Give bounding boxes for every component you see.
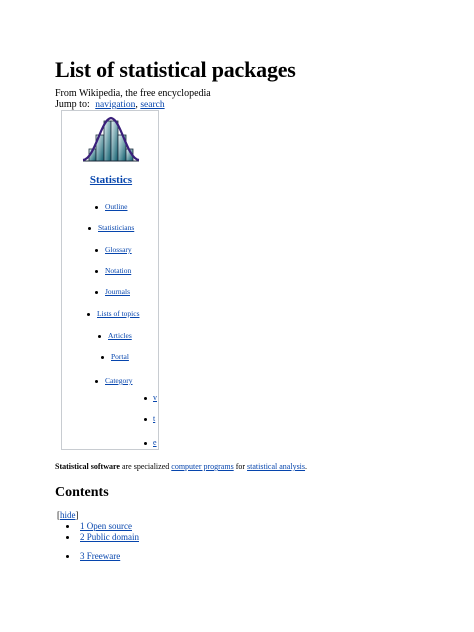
sidebar-link-articles[interactable]: Articles	[108, 331, 132, 340]
toc-item-freeware	[66, 551, 120, 561]
navbox-item-view	[144, 393, 157, 402]
sidebar-item-lists-of-topics	[87, 309, 140, 318]
sidebar-item-statisticians	[88, 223, 134, 232]
toc-link-freeware[interactable]: 3 Freeware	[80, 551, 121, 561]
sidebar-item-category	[95, 376, 133, 385]
sidebar-link-journals[interactable]: Journals	[105, 287, 130, 296]
intro-text-end: .	[305, 462, 308, 471]
sidebar-item-articles	[98, 331, 132, 340]
bullet-icon	[98, 335, 101, 338]
normal-distribution-histogram-icon	[81, 115, 141, 165]
sidebar-link-notation[interactable]: Notation	[105, 266, 132, 275]
sidebar-item-outline	[95, 202, 128, 211]
bullet-icon	[95, 249, 98, 252]
intro-paragraph	[55, 462, 307, 471]
sidebar-item-notation	[95, 266, 131, 275]
toc-link-public-domain[interactable]: 2 Public domain	[80, 532, 139, 542]
sidebar-link-lists-of-topics[interactable]: Lists of topics	[97, 309, 140, 318]
toc-hide-toggle	[57, 510, 79, 520]
sidebar-link-glossary[interactable]: Glossary	[105, 245, 132, 254]
jump-separator: ,	[135, 99, 138, 110]
navbox-item-edit	[144, 438, 157, 447]
sidebar-heading-statistics[interactable]: Statistics	[89, 174, 133, 186]
jump-to-bar	[55, 99, 165, 110]
bullet-icon	[66, 525, 69, 528]
bullet-icon	[87, 313, 90, 316]
toc-item-open-source	[66, 521, 132, 531]
bullet-icon	[95, 291, 98, 294]
intro-bold-term: Statistical software	[55, 462, 120, 471]
sidebar-item-glossary	[95, 245, 132, 254]
bullet-icon	[95, 270, 98, 273]
sidebar-link-category[interactable]: Category	[105, 376, 133, 385]
page-title: List of statistical packages	[55, 57, 296, 82]
toggle-bracket-close: ]	[75, 510, 79, 520]
intro-text: are specialized	[119, 462, 172, 471]
bullet-icon	[66, 555, 69, 558]
jump-to-label: Jump to:	[55, 99, 90, 110]
bullet-icon	[88, 227, 91, 230]
toc-hide-link[interactable]: hide	[60, 510, 76, 520]
computer-programs-link[interactable]: computer programs	[171, 462, 234, 471]
bullet-icon	[144, 397, 147, 400]
toggle-bracket-open: [	[57, 510, 60, 520]
bullet-icon	[144, 442, 147, 445]
toc-link-open-source[interactable]: 1 Open source	[80, 521, 132, 531]
sidebar-item-portal	[101, 352, 129, 361]
bullet-icon	[144, 418, 147, 421]
bullet-icon	[101, 356, 104, 359]
statistics-sidebar	[61, 110, 159, 450]
toc-item-public-domain	[66, 532, 139, 542]
bullet-icon	[95, 380, 98, 383]
jump-to-navigation-link[interactable]: navigation	[95, 100, 136, 110]
tagline: From Wikipedia, the free encyclopedia	[55, 88, 211, 99]
bullet-icon	[95, 206, 98, 209]
navbox-talk-link[interactable]: t	[153, 414, 156, 423]
intro-text: for	[233, 462, 248, 471]
navbox-item-talk	[144, 414, 155, 423]
navbox-view-link[interactable]: v	[153, 393, 157, 402]
sidebar-link-statisticians[interactable]: Statisticians	[98, 223, 135, 232]
navbox-edit-link[interactable]: e	[153, 438, 157, 447]
jump-to-search-link[interactable]: search	[140, 100, 165, 110]
sidebar-link-outline[interactable]: Outline	[105, 202, 128, 211]
statistical-analysis-link[interactable]: statistical analysis	[247, 462, 306, 471]
bullet-icon	[66, 536, 69, 539]
sidebar-item-journals	[95, 287, 130, 296]
sidebar-link-portal[interactable]: Portal	[111, 352, 129, 361]
contents-heading: Contents	[55, 485, 109, 500]
